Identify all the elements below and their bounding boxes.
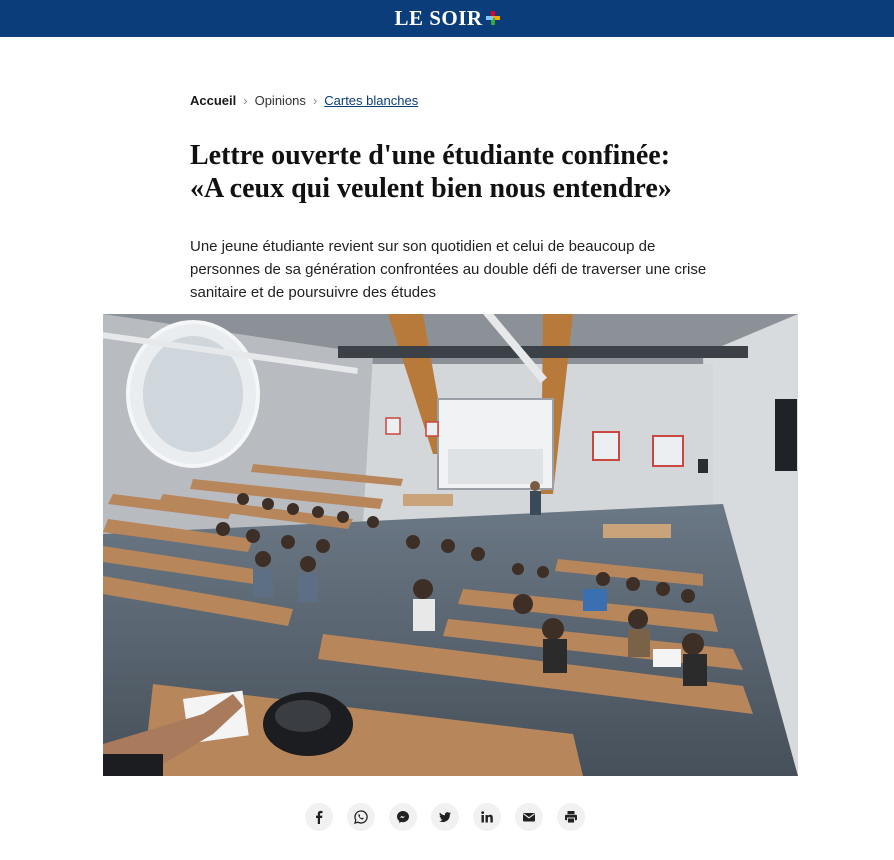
site-logo[interactable] bbox=[394, 6, 499, 31]
share-whatsapp-button[interactable] bbox=[347, 803, 375, 831]
lecture-hall-illustration bbox=[103, 314, 798, 776]
breadcrumb-separator: › bbox=[243, 93, 248, 108]
share-twitter-button[interactable] bbox=[431, 803, 459, 831]
article-title bbox=[190, 139, 730, 205]
facebook-icon bbox=[312, 810, 326, 824]
breadcrumb-opinions-link[interactable]: Opinions bbox=[254, 93, 306, 108]
share-bar bbox=[305, 803, 585, 831]
breadcrumb-home-link[interactable]: Accueil bbox=[190, 93, 237, 108]
breadcrumb bbox=[190, 93, 418, 108]
article-lead: Une jeune étudiante revient sur son quotidien et celui de beaucoup de personnes de sa génération confrontées au double défi de traverser une crise sanitaire et de poursuivre des études bbox=[190, 238, 707, 301]
breadcrumb-cartes-blanches-link[interactable]: Cartes blanches bbox=[324, 93, 419, 108]
print-button[interactable] bbox=[557, 803, 585, 831]
linkedin-icon bbox=[480, 810, 494, 824]
site-header bbox=[0, 0, 894, 37]
breadcrumb-separator: › bbox=[312, 93, 318, 108]
share-email-button[interactable] bbox=[515, 803, 543, 831]
print-icon bbox=[564, 810, 578, 824]
share-linkedin-button[interactable] bbox=[473, 803, 501, 831]
email-icon bbox=[522, 810, 536, 824]
logo-plus-icon bbox=[486, 11, 500, 25]
logo-text: LE SOIR bbox=[394, 6, 483, 30]
article-title-line-1: Lettre ouverte d'une étudiante confinée: bbox=[190, 140, 671, 171]
share-facebook-button[interactable] bbox=[305, 803, 333, 831]
messenger-icon bbox=[396, 810, 410, 824]
article-title-line-2: «A ceux qui veulent bien nous entendre» bbox=[190, 173, 672, 204]
lecture-hall-photo bbox=[103, 314, 798, 776]
whatsapp-icon bbox=[354, 810, 368, 824]
share-messenger-button[interactable] bbox=[389, 803, 417, 831]
twitter-icon bbox=[438, 810, 452, 824]
